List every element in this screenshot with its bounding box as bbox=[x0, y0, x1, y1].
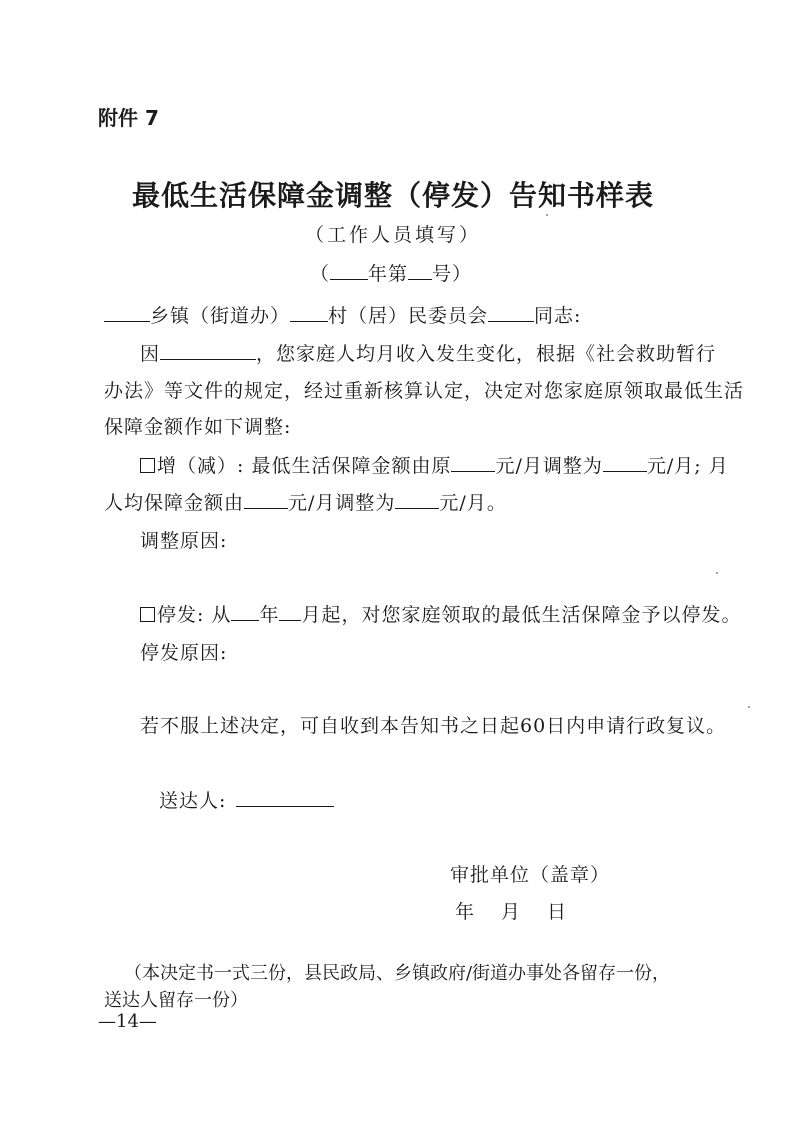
approval-unit-label: 审批单位（盖章） bbox=[450, 864, 611, 886]
doc-year-blank[interactable] bbox=[330, 259, 368, 280]
doc-number-open: （ bbox=[310, 263, 331, 285]
adjust-reason-label: 调整原因: bbox=[140, 530, 228, 552]
scan-speck bbox=[546, 214, 548, 216]
adjust-option-line1 bbox=[140, 451, 729, 478]
doc-number-blank[interactable] bbox=[408, 259, 432, 280]
date-line bbox=[455, 897, 567, 924]
recipient-blank[interactable] bbox=[488, 301, 534, 322]
stop-checkbox[interactable] bbox=[140, 607, 155, 622]
per-capita-original-blank[interactable] bbox=[244, 488, 288, 509]
adjust-checkbox[interactable] bbox=[140, 458, 155, 473]
para1-line3: 保障金额作如下调整: bbox=[104, 416, 292, 438]
adjust-label: 增（减）: 最低生活保障金额由原 bbox=[157, 455, 452, 477]
village-blank[interactable] bbox=[290, 301, 328, 322]
doc-year-suffix: 年第 bbox=[368, 263, 409, 285]
town-blank[interactable] bbox=[104, 301, 150, 322]
stop-year-blank[interactable] bbox=[231, 600, 259, 621]
deliverer-line bbox=[159, 786, 334, 813]
doc-number-suffix: 号） bbox=[432, 263, 473, 285]
deliverer-label: 送达人: bbox=[159, 790, 227, 812]
deliverer-blank[interactable] bbox=[236, 786, 334, 807]
stop-label: 停发: 从 bbox=[157, 604, 232, 626]
adjust-unit4: 元/月。 bbox=[439, 492, 507, 514]
adjust-unit1: 元/月调整为 bbox=[495, 455, 603, 477]
reason-blank[interactable] bbox=[160, 339, 256, 360]
because-label: 因 bbox=[140, 343, 161, 365]
date-year: 年 bbox=[455, 901, 476, 923]
adjust-unit3: 元/月调整为 bbox=[288, 492, 396, 514]
original-amount-blank[interactable] bbox=[451, 451, 495, 472]
stop-option-line bbox=[140, 600, 741, 627]
new-amount-blank[interactable] bbox=[603, 451, 647, 472]
adjust-option-line2 bbox=[104, 488, 507, 515]
page-number: —14— bbox=[98, 1011, 157, 1032]
stop-year-label: 年 bbox=[259, 604, 280, 626]
page-title: 最低生活保障金调整（停发）告知书样表 bbox=[131, 179, 654, 212]
per-capita-label: 人均保障金额由 bbox=[104, 492, 245, 514]
para1-line1 bbox=[140, 339, 716, 366]
para1-line2: 办法》等文件的规定，经过重新核算认定，决定对您家庭原领取最低生活 bbox=[104, 380, 745, 402]
address-line bbox=[104, 301, 581, 328]
para1-after-blank: ，您家庭人均月收入发生变化，根据《社会救助暂行 bbox=[256, 343, 717, 365]
date-month: 月 bbox=[501, 901, 522, 923]
town-label: 乡镇（街道办） bbox=[150, 305, 291, 327]
stop-reason-label: 停发原因: bbox=[140, 642, 228, 664]
date-day: 日 bbox=[547, 901, 568, 923]
appeal-text: 若不服上述决定，可自收到本告知书之日起60日内申请行政复议。 bbox=[140, 715, 727, 737]
scan-speck bbox=[748, 706, 750, 708]
footer-note-line2: 送达人留存一份） bbox=[104, 990, 248, 1011]
doc-number-line bbox=[310, 259, 472, 286]
adjust-unit2: 元/月; 月 bbox=[646, 455, 729, 477]
per-capita-new-blank[interactable] bbox=[395, 488, 439, 509]
scan-speck bbox=[716, 572, 718, 574]
stop-month-suffix: 月起，对您家庭领取的最低生活保障金予以停发。 bbox=[301, 604, 742, 626]
village-label: 村（居）民委员会 bbox=[328, 305, 489, 327]
attachment-label: 附件 7 bbox=[98, 106, 159, 130]
comrade-label: 同志: bbox=[534, 305, 582, 327]
footer-note-line1: （本决定书一式三份，县民政局、乡镇政府/街道办事处各留存一份， bbox=[124, 963, 671, 984]
page-subtitle: （工作人员填写） bbox=[304, 224, 481, 246]
stop-month-blank[interactable] bbox=[279, 600, 301, 621]
